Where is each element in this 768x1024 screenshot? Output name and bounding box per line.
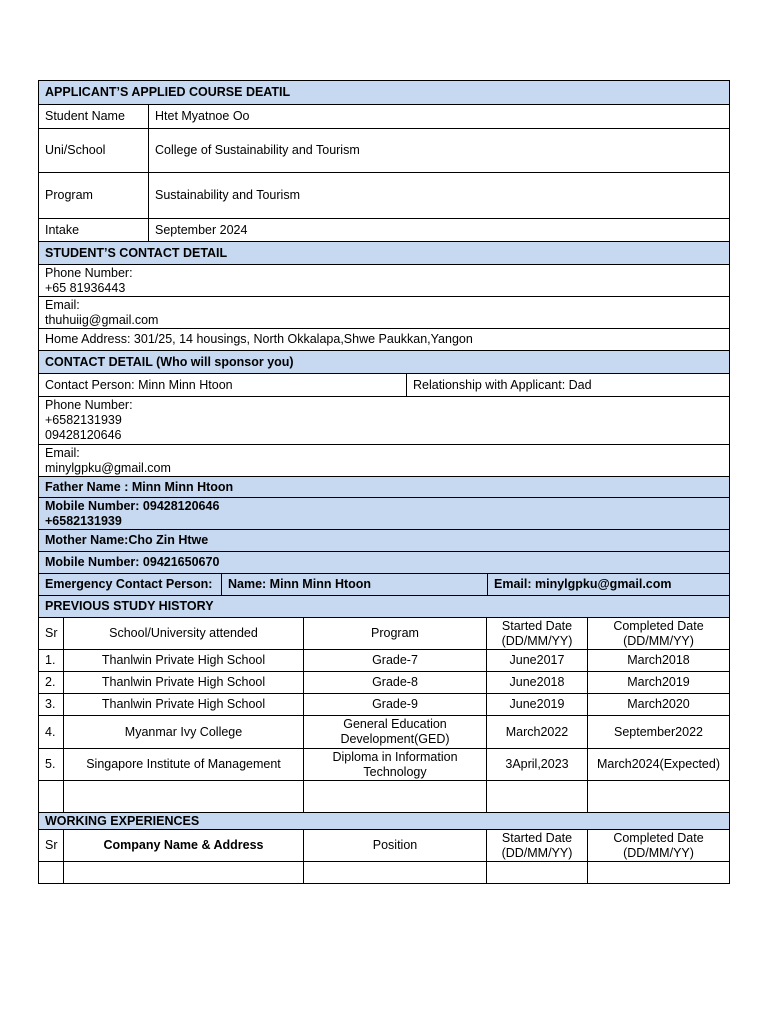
row-school: Myanmar Ivy College — [64, 716, 304, 749]
empty-work-row — [39, 862, 730, 884]
table-row — [39, 694, 730, 716]
mother-mobile-row — [39, 552, 730, 574]
applied-course-heading-row — [39, 81, 730, 105]
student-email-value: thuhuiig@gmail.com — [45, 312, 159, 327]
col-sr: Sr — [39, 618, 64, 650]
col-completed: Completed Date (DD/MM/YY) — [588, 618, 730, 650]
program-label: Program — [39, 173, 149, 219]
school-label: Uni/School — [39, 129, 149, 173]
sponsor-phone-1: +6582131939 — [45, 413, 122, 427]
program-value: Sustainability and Tourism — [149, 173, 730, 219]
row-sr: 2. — [39, 672, 64, 694]
row-start: March2022 — [487, 716, 588, 749]
sponsor-phone-2: 09428120646 — [45, 428, 122, 442]
table-row — [39, 749, 730, 781]
row-start: June2019 — [487, 694, 588, 716]
working-header-row — [39, 830, 730, 862]
student-name-row — [39, 105, 730, 129]
row-school: Thanlwin Private High School — [64, 650, 304, 672]
mother-name-row — [39, 530, 730, 552]
working-heading-row — [39, 813, 730, 830]
father-mobile-row — [39, 498, 730, 530]
row-school: Thanlwin Private High School — [64, 694, 304, 716]
student-phone-value: +65 81936443 — [45, 280, 126, 295]
student-contact-heading-row — [39, 242, 730, 265]
row-start: June2018 — [487, 672, 588, 694]
study-history-heading: PREVIOUS STUDY HISTORY — [39, 596, 730, 618]
intake-value: September 2024 — [149, 219, 730, 242]
intake-row — [39, 219, 730, 242]
student-phone-label: Phone Number: — [45, 265, 133, 280]
work-col-sr: Sr — [39, 830, 64, 862]
study-history-table — [38, 595, 730, 813]
table-row — [39, 716, 730, 749]
table-row — [39, 650, 730, 672]
mother-name: Mother Name:Cho Zin Htwe — [39, 530, 730, 552]
col-started: Started Date (DD/MM/YY) — [487, 618, 588, 650]
home-address-row — [39, 329, 730, 351]
emergency-row — [39, 574, 730, 596]
row-start: June2017 — [487, 650, 588, 672]
mother-mobile: Mobile Number: 09421650670 — [39, 552, 730, 574]
row-end: March2020 — [588, 694, 730, 716]
row-program: Grade-7 — [304, 650, 487, 672]
work-col-completed: Completed Date (DD/MM/YY) — [588, 830, 730, 862]
emergency-name: Name: Minn Minn Htoon — [222, 574, 488, 596]
row-end: September2022 — [588, 716, 730, 749]
working-heading: WORKING EXPERIENCES — [39, 813, 730, 830]
row-start: 3April,2023 — [487, 749, 588, 781]
emergency-table — [38, 573, 730, 596]
row-school: Singapore Institute of Management — [64, 749, 304, 781]
study-history-heading-row — [39, 596, 730, 618]
student-name-label: Student Name — [39, 105, 149, 129]
col-school: School/University attended — [64, 618, 304, 650]
parents-table — [38, 476, 730, 574]
working-experiences-table — [38, 812, 730, 884]
empty-study-row — [39, 781, 730, 813]
father-name: Father Name : Minn Minn Htoon — [39, 477, 730, 498]
work-col-company: Company Name & Address — [64, 830, 304, 862]
row-end: March2018 — [588, 650, 730, 672]
row-program: Grade-9 — [304, 694, 487, 716]
student-name-value: Htet Myatnoe Oo — [149, 105, 730, 129]
row-end: March2019 — [588, 672, 730, 694]
father-name-row — [39, 477, 730, 498]
row-sr: 3. — [39, 694, 64, 716]
school-row — [39, 129, 730, 173]
work-col-position: Position — [304, 830, 487, 862]
student-contact-table — [38, 241, 730, 351]
sponsor-email-value: minylgpku@gmail.com — [45, 460, 171, 475]
sponsor-phone-label: Phone Number: — [45, 398, 133, 412]
student-contact-heading: STUDENT’S CONTACT DETAIL — [39, 242, 730, 265]
sponsor-phone-row — [39, 397, 730, 445]
student-phone-row — [39, 265, 730, 297]
row-program: Diploma in Information Technology — [304, 749, 487, 781]
student-email-label: Email: — [45, 297, 80, 312]
father-mobile-2: +6582131939 — [45, 513, 122, 528]
row-sr: 1. — [39, 650, 64, 672]
sponsor-contact-person: Contact Person: Minn Minn Htoon — [39, 374, 407, 397]
row-program: Grade-8 — [304, 672, 487, 694]
sponsor-contact-table — [38, 350, 730, 477]
sponsor-email-label: Email: — [45, 445, 80, 460]
table-row — [39, 672, 730, 694]
row-end: March2024(Expected) — [588, 749, 730, 781]
study-history-header-row — [39, 618, 730, 650]
home-address: Home Address: 301/25, 14 housings, North Okkalapa,Shwe Paukkan,Yangon — [39, 329, 730, 351]
applied-course-table — [38, 80, 730, 242]
sponsor-heading-row — [39, 351, 730, 374]
row-program: General Education Development(GED) — [304, 716, 487, 749]
emergency-label: Emergency Contact Person: — [39, 574, 222, 596]
row-sr: 5. — [39, 749, 64, 781]
father-mobile-1: Mobile Number: 09428120646 — [45, 498, 220, 513]
application-form — [38, 80, 730, 884]
program-row — [39, 173, 730, 219]
row-school: Thanlwin Private High School — [64, 672, 304, 694]
sponsor-heading: CONTACT DETAIL (Who will sponsor you) — [39, 351, 730, 374]
row-sr: 4. — [39, 716, 64, 749]
emergency-email: Email: minylgpku@gmail.com — [488, 574, 730, 596]
sponsor-person-row — [39, 374, 730, 397]
col-program: Program — [304, 618, 487, 650]
intake-label: Intake — [39, 219, 149, 242]
sponsor-relationship: Relationship with Applicant: Dad — [407, 374, 730, 397]
sponsor-email-row — [39, 445, 730, 477]
student-email-row — [39, 297, 730, 329]
applied-course-heading: APPLICANT’S APPLIED COURSE DEATIL — [39, 81, 730, 105]
school-value: College of Sustainability and Tourism — [149, 129, 730, 173]
work-col-started: Started Date (DD/MM/YY) — [487, 830, 588, 862]
